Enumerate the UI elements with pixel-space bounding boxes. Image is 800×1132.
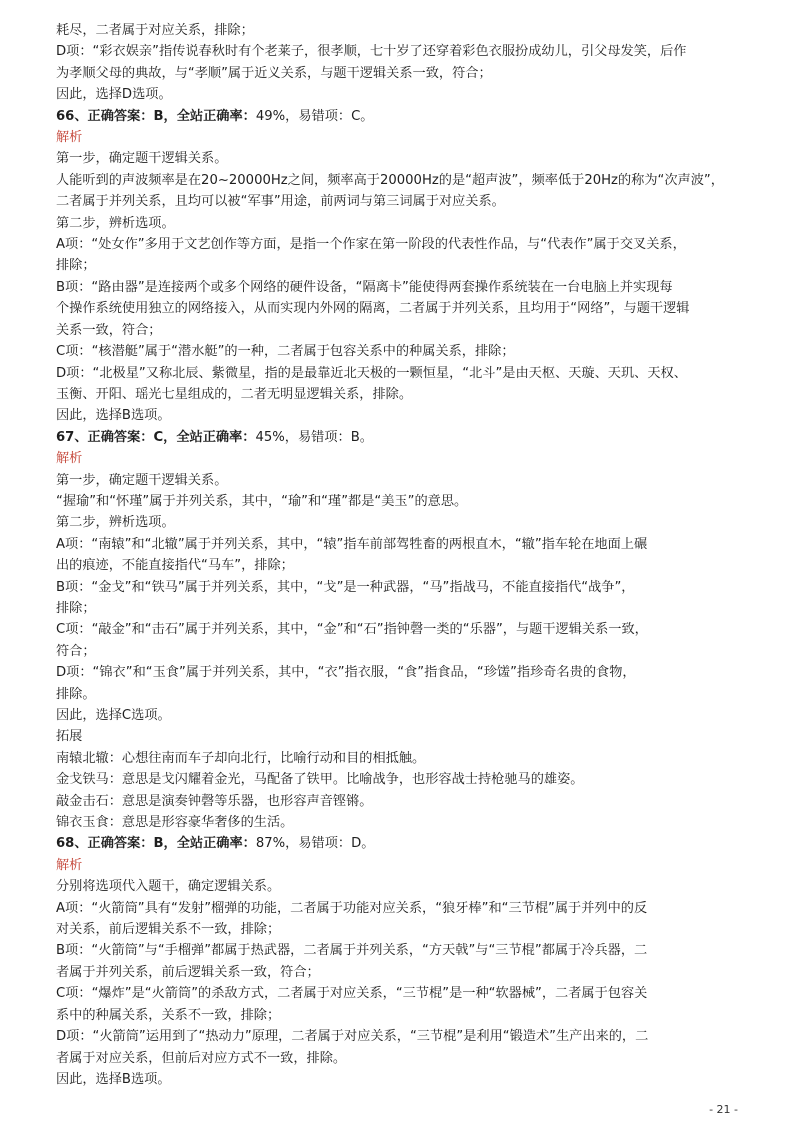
- text-line: 因此，选择C选项。: [56, 708, 171, 723]
- text-line: 个操作系统使用独立的网络接入，从而实现内外网的隔离，二者属于并列关系，且均用于“网络”，与题干逻辑: [56, 301, 690, 317]
- text-line: 排除；: [56, 600, 96, 616]
- answer-heading: [56, 427, 760, 448]
- text-line: 玉衡、开阳、瑶光七星组成的，二者无明显逻辑关系，排除。: [56, 386, 413, 402]
- text-line: C项：“敲金”和“击石”属于并列关系，其中，“金”和“石”指钟磬一类的“乐器”，与题干逻辑关系一致，: [56, 622, 648, 638]
- text-line: 人能听到的声波频率是在20~20000Hz之间，频率高于20000Hz的是“超声波”，频率低于20Hz的称为“次声波”，: [56, 172, 724, 188]
- text-line: 第二步，辨析选项。: [56, 215, 175, 231]
- text-line: 第一步，确定题干逻辑关系。: [56, 472, 228, 488]
- text-line: 分别将选项代入题干，确定逻辑关系。: [56, 879, 281, 895]
- answer-heading: [56, 106, 760, 127]
- text-line: A项：“火箭筒”具有“发射”榴弹的功能，二者属于功能对应关系，“狼牙棒”和“三节棍”属于并列中的反: [56, 900, 648, 916]
- text-line: C项：“爆炸”是“火箭筒”的杀敌方式，二者属于对应关系，“三节棍”是一种“软器械”，二者属于包容关: [56, 986, 648, 1002]
- text-line: D项：“锦衣”和“玉食”属于并列关系，其中，“衣”指衣服，“食”指食品，“珍馐”指珍奇名贵的食物，: [56, 665, 636, 681]
- page-number: - 21 -: [709, 1102, 738, 1116]
- text-line: 拓展: [56, 729, 83, 745]
- answer-heading-stats: 87%，易错项：D。: [255, 836, 375, 852]
- text-line: D项：“彩衣娱亲”指传说春秋时有个老莱子，很孝顺，七十岁了还穿着彩色衣服扮成幼儿，引父母发笑，后作: [56, 44, 687, 60]
- text-line: 耗尽，二者属于对应关系，排除；: [56, 23, 254, 38]
- text-line: 第二步，辨析选项。: [56, 515, 175, 531]
- analysis-heading: 解析: [56, 857, 83, 873]
- text-line: 金戈铁马：意思是戈闪耀着金光，马配备了铁甲。比喻战争，也形容战士持枪驰马的雄姿。: [56, 772, 584, 788]
- text-line: 者属于并列关系，前后逻辑关系一致，符合；: [56, 964, 320, 980]
- text-line: 锦衣玉食：意思是形容豪华奢侈的生活。: [56, 815, 294, 831]
- text-line: 关系一致，符合；: [56, 322, 162, 338]
- answer-heading-label: 66、正确答案：B，全站正确率：: [56, 108, 256, 124]
- text-line: D项：“火箭筒”运用到了“热动力”原理，二者属于对应关系，“三节棍”是利用“锻造术”生产出来的，二: [56, 1029, 649, 1045]
- text-line: 出的痕迹，不能直接指代“马车”，排除；: [56, 558, 294, 574]
- text-line: 对关系，前后逻辑关系不一致，排除；: [56, 922, 281, 938]
- analysis-heading: 解析: [56, 451, 83, 467]
- text-line: 为孝顺父母的典故，与“孝顺”属于近义关系，与题干逻辑关系一致，符合；: [56, 65, 492, 81]
- text-line: “握瑜”和“怀瑾”属于并列关系，其中，“瑜”和“瑾”都是“美玉”的意思。: [56, 493, 468, 509]
- text-line: 因此，选择B选项。: [56, 1071, 171, 1087]
- text-line: 二者属于并列关系，且均可以被“军事”用途，前两词与第三词属于对应关系。: [56, 194, 505, 210]
- answer-heading: [56, 833, 760, 854]
- text-line: 排除；: [56, 258, 96, 274]
- text-line: D项：“北极星”又称北辰、紫微星，指的是最靠近北天极的一颗恒星，“北斗”是由天枢、天璇、天玑、天权、: [56, 365, 687, 381]
- text-line: C项：“核潜艇”属于“潜水艇”的一种，二者属于包容关系中的种属关系，排除；: [56, 344, 515, 360]
- answer-heading-stats: 49%，易错项：C。: [255, 108, 374, 124]
- text-line: 符合；: [56, 643, 96, 659]
- document-body: [56, 20, 760, 1090]
- text-line: B项：“金戈”和“铁马”属于并列关系，其中，“戈”是一种武器，“马”指战马，不能直接指代“战争”，: [56, 579, 635, 595]
- text-line: A项：“南辕”和“北辙”属于并列关系，其中，“辕”指车前部驾牲畜的两根直木，“辙”指车轮在地面上碾: [56, 536, 648, 552]
- text-line: B项：“火箭筒”与“手榴弹”都属于热武器，二者属于并列关系，“方天戟”与“三节棍”都属于冷兵器，二: [56, 943, 648, 959]
- text-line: 因此，选择D选项。: [56, 87, 172, 103]
- answer-heading-label: 67、正确答案：C，全站正确率：: [56, 429, 256, 445]
- text-line: 第一步，确定题干逻辑关系。: [56, 151, 228, 167]
- text-line: 因此，选择B选项。: [56, 408, 171, 424]
- answer-heading-label: 68、正确答案：B，全站正确率：: [56, 836, 256, 852]
- text-line: 南辕北辙：心想往南而车子却向北行，比喻行动和目的相抵触。: [56, 750, 426, 766]
- text-line: 者属于对应关系，但前后对应方式不一致，排除。: [56, 1050, 347, 1066]
- answer-heading-stats: 45%，易错项：B。: [255, 429, 373, 445]
- analysis-heading: 解析: [56, 130, 83, 146]
- text-line: B项：“路由器”是连接两个或多个网络的硬件设备，“隔离卡”能使得两套操作系统装在一台电脑上并实现每: [56, 279, 673, 295]
- text-line: 系中的种属关系，关系不一致，排除；: [56, 1007, 281, 1023]
- text-line: A项：“处女作”多用于文艺创作等方面，是指一个作家在第一阶段的代表性作品，与“代表作”属于交叉关系，: [56, 237, 686, 253]
- text-line: 敲金击石：意思是演奏钟磬等乐器，也形容声音铿锵。: [56, 793, 373, 809]
- text-line: 排除。: [56, 686, 96, 702]
